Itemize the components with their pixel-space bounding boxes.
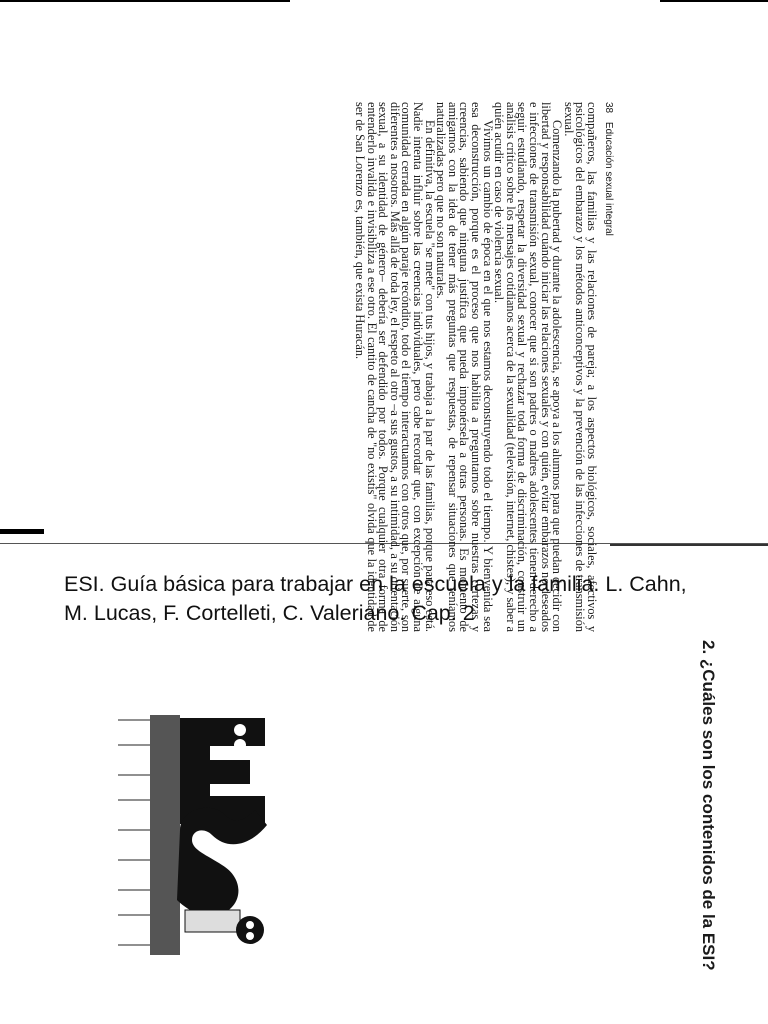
scan-edge-top-right [660, 0, 768, 2]
page-fold-mark-left [0, 529, 44, 534]
paragraph: Vivimos un cambio de época en el que nos estamos deconstruyendo todo el tiempo. Y bienvenida sea esa deconstrucción, porque es el proceso que nos habilita a preguntarnos sobre nuestras certezas y creencias, sabiendo que ninguna justifica que pueda imponérsela a otras personas. Es momento de amigarnos con la idea de tener más preguntas que respuestas, de repensar situaciones que teníamos naturalizadas pero que no son naturales. [434, 102, 495, 632]
paragraph: Comenzando la pubertad y durante la adolescencia, se apoya a los alumnos para que puedan decidir con libertad y responsabilidad cuándo iniciar las relaciones sexuales y con quién, evitar embarazos no deseados e infecciones de transmisión sexual, conocer que si son padres o madres adolescentes tienen derecho a seguir estudiando, respetar la diversidad sexual y rechazar toda forma de discriminación, construir un análisis crítico sobre los mensajes cotidianos acerca de la sexualidad (televisión, internet, chistes), y saber a quién acudir en caso de violencia sexual. [492, 102, 565, 632]
letter-e-icon [180, 718, 265, 824]
paragraph: compañeros, las familias y las relaciones de pareja; a los aspectos biológicos, sociales, afectivos y psicológicos del embarazo y los métodos anticonceptivos y la prevención de las infecciones de transmisión sexual. [561, 102, 599, 632]
page-header [600, 102, 614, 632]
page-number: 38 [603, 102, 614, 114]
letter-i-icon [185, 910, 240, 932]
document-caption: ESI. Guía básica para trabajar en la escuela y la familia. L. Cahn, M. Lucas, F. Cortelleti, C. Valeriano. Cap. 2 [64, 572, 687, 625]
page-fold-mark-right [610, 544, 768, 546]
scan-edge-top-left [0, 0, 290, 2]
chapter-heading: 2. ¿Cuáles son los contenidos de la ESI? [699, 640, 718, 971]
book-page-text [188, 102, 614, 632]
paragraph: En definitiva, la escuela "se mete" con tus hijos, y trabaja a la par de las familias, porque para eso está. Nadie intenta influir sobre las creencias individuales, pero cabe recordar que, con excepción de alguna comunidad cerrada en algún paraje recóndito, todo el tiempo interactuamos con otros que, por suerte, son diferentes a nosotros. Más allá de toda ley, el respeto al otro –a sus gustos, a su intimidad, a su orientación sexual, a su identidad de género– debería ser defendido por todos. Porque cualquier otra forma de entenderlo invalida e invisibiliza a ese otro. El cantito de cancha de "no existís" olvida que la identidad de ser de San Lorenzo es, también, que exista Huracán. [353, 102, 437, 632]
running-head: Educación sexual integral [603, 121, 614, 236]
esi-illustration [110, 700, 285, 970]
letter-s-icon [177, 808, 267, 916]
